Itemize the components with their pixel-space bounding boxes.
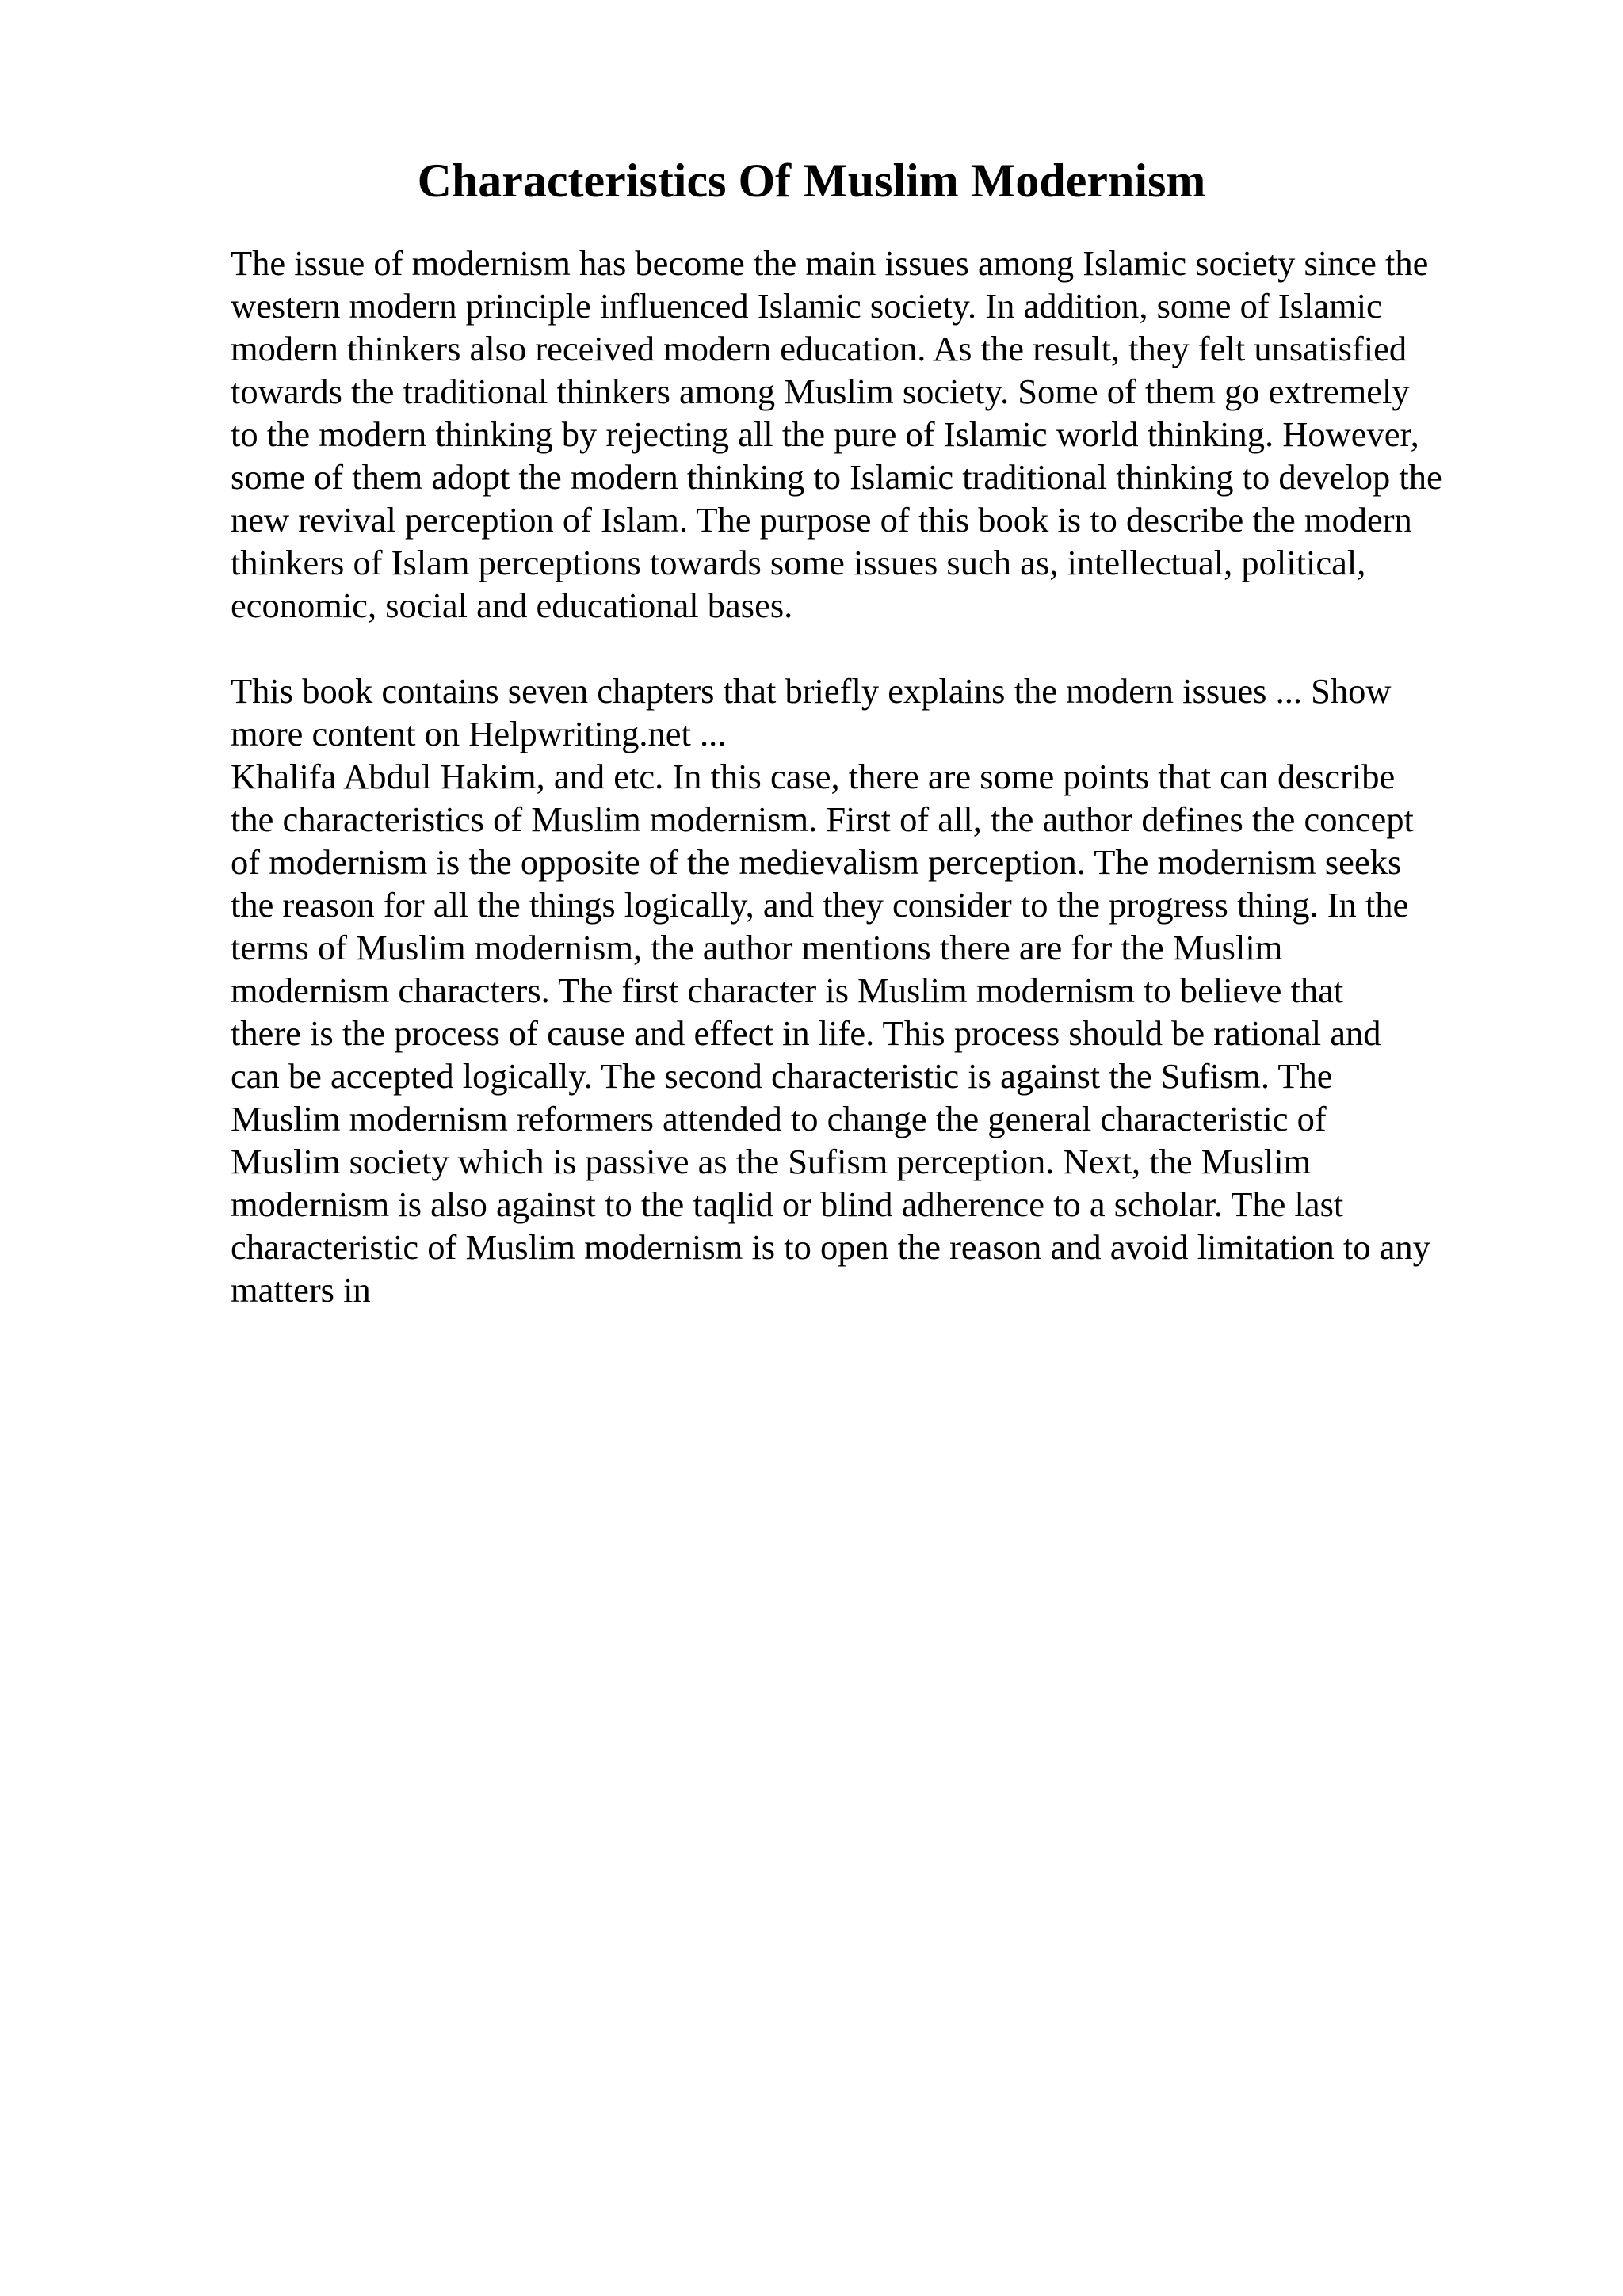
text-line: new revival perception of Islam. The purpose of this book is to describe the modern (231, 500, 1412, 540)
text-line: economic, social and educational bases. (231, 585, 793, 625)
text-line: thinkers of Islam perceptions towards some issues such as, intellectual, political, (231, 543, 1366, 582)
text-line: Khalifa Abdul Hakim, and etc. In this case, there are some points that can describe (231, 757, 1396, 796)
paragraph-gap (231, 627, 1594, 669)
text-line: terms of Muslim modernism, the author mentions there are for the Muslim (231, 928, 1283, 967)
text-line: more content on Helpwriting.net ... (231, 714, 727, 753)
text-line: modern thinkers also received modern education. As the result, they felt unsatisfied (231, 329, 1407, 368)
text-line: some of them adopt the modern thinking to Islamic traditional thinking to develop the (231, 457, 1442, 497)
text-line: modernism characters. The first character is Muslim modernism to believe that (231, 971, 1344, 1010)
text-line: the reason for all the things logically, and they consider to the progress thing. In the (231, 885, 1409, 925)
text-line: matters in (231, 1270, 371, 1310)
text-line: characteristic of Muslim modernism is to open the reason and avoid limitation to any (231, 1227, 1430, 1267)
document-body (231, 242, 1594, 1311)
text-line: the characteristics of Muslim modernism. First of all, the author defines the concept (231, 799, 1414, 839)
paragraph-intro (231, 242, 1594, 627)
paragraph-main (231, 669, 1594, 1311)
text-line: of modernism is the opposite of the medievalism perception. The modernism seeks (231, 842, 1402, 882)
text-line: modernism is also against to the taqlid or blind adherence to a scholar. The last (231, 1184, 1344, 1224)
text-line: western modern principle influenced Islamic society. In addition, some of Islamic (231, 286, 1382, 326)
text-line: to the modern thinking by rejecting all the pure of Islamic world thinking. However, (231, 414, 1419, 454)
text-line: Muslim modernism reformers attended to change the general characteristic of (231, 1099, 1327, 1138)
text-line: Muslim society which is passive as the Sufism perception. Next, the Muslim (231, 1142, 1312, 1181)
text-line: towards the traditional thinkers among Muslim society. Some of them go extremely (231, 372, 1410, 411)
text-line: The issue of modernism has become the main issues among Islamic society since the (231, 243, 1429, 283)
text-line: This book contains seven chapters that briefly explains the modern issues ... Show (231, 671, 1392, 711)
text-line: can be accepted logically. The second characteristic is against the Sufism. The (231, 1056, 1333, 1096)
document-title: Characteristics Of Muslim Modernism (417, 154, 1206, 207)
text-line: there is the process of cause and effect in life. This process should be rational and (231, 1013, 1381, 1053)
